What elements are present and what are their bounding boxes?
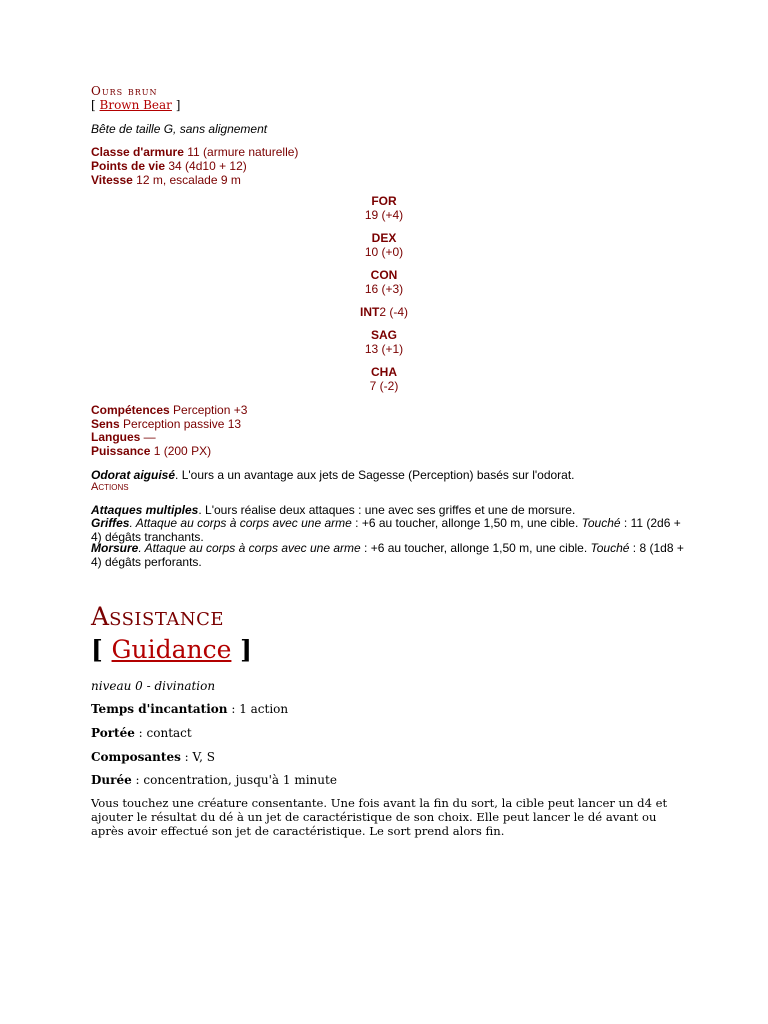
languages-line: Langues — xyxy=(91,430,156,444)
ability-con: CON 16 (+3) xyxy=(364,268,404,296)
armor-class-line: Classe d'armure 11 (armure naturelle) xyxy=(91,145,299,159)
monster-english-name-line: [ Brown Bear ] xyxy=(91,98,181,112)
components-line: Composantes : V, S xyxy=(91,750,215,764)
monster-name: Ours brun xyxy=(91,84,158,98)
monster-type: Bête de taille G, sans alignement xyxy=(91,122,268,136)
skills-line: Compétences Perception +3 xyxy=(91,403,248,417)
senses-line: Sens Perception passive 13 xyxy=(91,417,242,431)
duration-line: Durée : concentration, jusqu'à 1 minute xyxy=(91,773,337,787)
ability-int: INT2 (-4) xyxy=(359,305,408,319)
spell-title: Assistance xyxy=(91,602,225,631)
monster-title xyxy=(91,84,677,98)
trait-keen-smell: Odorat aiguisé. L'ours a un avantage aux jets de Sagesse (Perception) basés sur l'odorat. xyxy=(91,468,575,482)
action-bite: Morsure. Attaque au corps à corps avec une arme : +6 au toucher, allonge 1,50 m, une cible. Touché : 8 (1d8 + 4) dégâts perforants. xyxy=(91,541,684,569)
speed-line: Vitesse 12 m, escalade 9 m xyxy=(91,173,241,187)
spell-english-name-line: [ Guidance ] xyxy=(91,635,252,664)
action-multiattack: Attaques multiples. L'ours réalise deux attaques : une avec ses griffes et une de morsure. xyxy=(91,503,576,517)
spell-description: Vous touchez une créature consentante. Une fois avant la fin du sort, la cible peut lancer un d4 et ajouter le résultat du dé à un jet de caractéristique de son choix. Elle peut lancer le dé avant ou après avoir effectué son jet de caractéristique. Le sort prend alors fin. xyxy=(91,796,668,838)
ability-dex: DEX 10 (+0) xyxy=(364,231,404,259)
actions-heading: Actions xyxy=(91,481,129,493)
action-claws: Griffes. Attaque au corps à corps avec une arme : +6 au toucher, allonge 1,50 m, une cible. Touché : 11 (2d6 + 4) dégâts tranchants. xyxy=(91,516,681,544)
range-line: Portée : contact xyxy=(91,726,192,740)
casting-time-line: Temps d'incantation : 1 action xyxy=(91,702,289,716)
ability-sag: SAG 13 (+1) xyxy=(364,328,404,356)
hit-points-line: Points de vie 34 (4d10 + 12) xyxy=(91,159,247,173)
spell-english-link[interactable]: Guidance xyxy=(111,635,232,664)
ability-cha: CHA 7 (-2) xyxy=(369,365,399,393)
spell-level: niveau 0 - divination xyxy=(91,679,216,693)
monster-english-link[interactable]: Brown Bear xyxy=(99,98,172,112)
power-line: Puissance 1 (200 PX) xyxy=(91,444,212,458)
ability-for: FOR 19 (+4) xyxy=(364,194,404,222)
